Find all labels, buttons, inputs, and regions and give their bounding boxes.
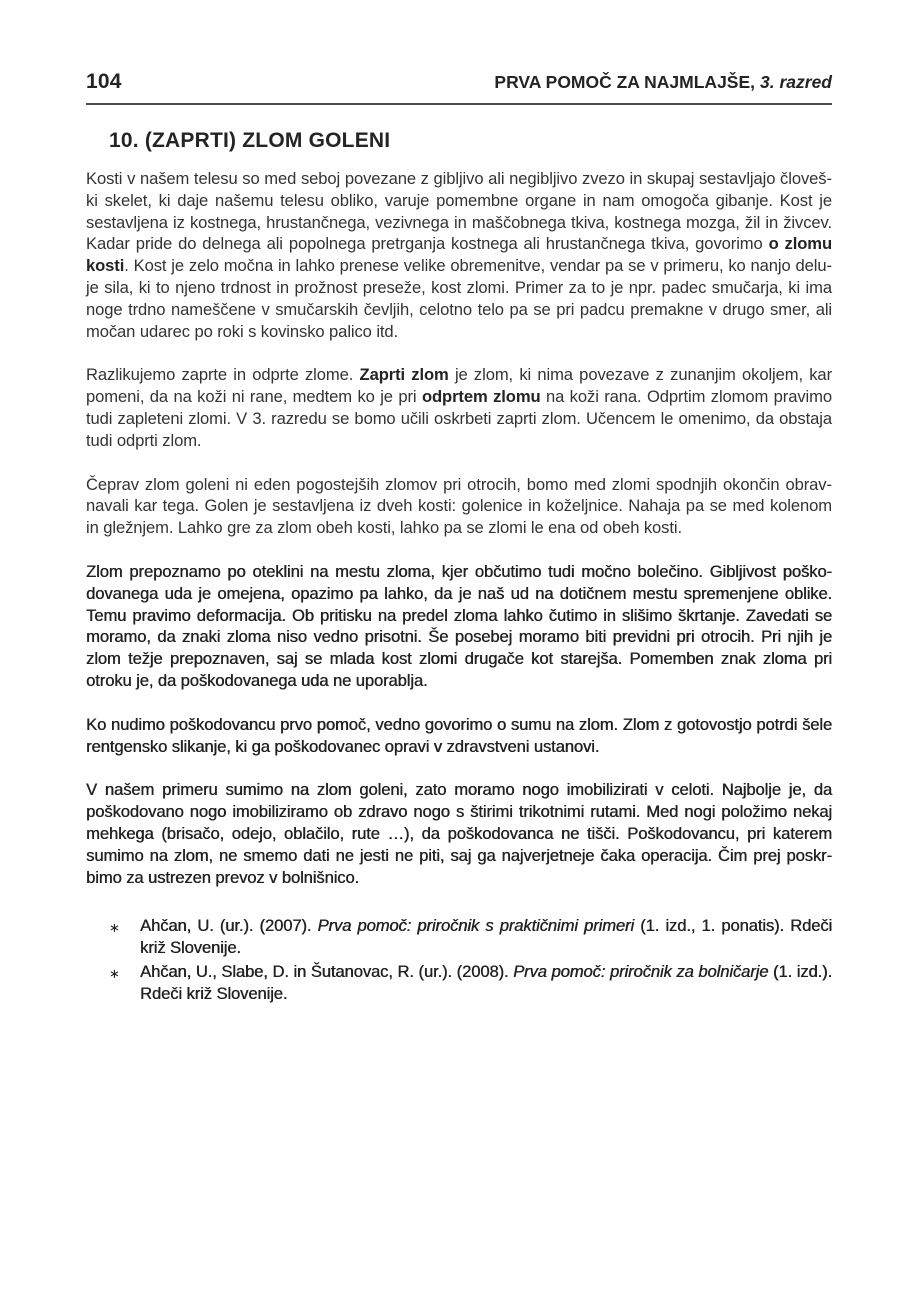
paragraph: [86, 168, 832, 342]
bold-text: odprtem zlomu: [421, 387, 541, 407]
references-list: [86, 915, 832, 1004]
text-run: V našem primeru sumimo na zlom goleni, zato moramo nogo imobilizirati v celoti. Najbolje je, da poškodovano nogo imobiliziramo ob zdravo nogo s štirimi trikotnimi rutami. Med nogi položimo nekaj mehkega (brisačo, odejo, oblačilo, rute …), da poškodovanca ne tišči. Poškodovancu, pri katerem sumimo na zlom, ne smemo dati ne jesti ne piti, saj ga najverjetneje čaka operacija. Čim prej poskrbimo za ustrezen prevoz v bolnišnico.: [86, 780, 832, 887]
text-run: Ko nudimo poškodovancu prvo pomoč, vedno govorimo o sumu na zlom. Zlom z gotovostjo potrdi šele rentgensko slikanje, ki ga poškodovanec opravi v zdravstveni ustanovi.: [86, 714, 832, 756]
text-run: Razlikujemo zaprte in odprte zlome.: [86, 365, 360, 385]
text-run: na koži rana. Odprtim zlomom pravimo tudi zapleteni zlomi. V 3. razredu se bomo učili oskrbeti zaprti zlom. Učencem le omenimo, da obstaja tudi odprti zlom.: [86, 387, 832, 450]
text-run: . Kost je zelo močna in lahko prenese velike obremenitve, vendar pa se v primeru, ko nanjo deluje sila, ki to njeno trdnost in prožnost preseže, kost zlomi. Primer za to je npr. padec smučarja, ki ima noge trdno nameščene v smučarskih čevljih, celotno telo pa se pri padcu premakne v drugo smer, ali močan udarec po roki s kovinsko palico itd.: [86, 256, 832, 341]
text-run: Kosti v našem telesu so med seboj povezane z gibljivo ali negibljivo zvezo in skupaj sestavljajo človeški skelet, ki daje našemu telesu obliko, varuje pomembne organe in nam omogoča gibanje. Kost je sestavljena iz kostnega, hrustančnega, vezivnega in maščobnega tkiva, kostnega mozga, žil in živcev. Kadar pride do delnega ali popolnega pretrganja kostnega ali hrustančnega tkiva, govorimo: [86, 169, 832, 254]
paragraph: [86, 474, 832, 539]
text-run: Čeprav zlom goleni ni eden pogostejših zlomov pri otrocih, bomo med zlomi spodnjih okončin obravnavali kar tega. Golen je sestavljena iz dveh kosti: golenice in koželjnice. Nahaja pa se med kolenom in gležnjem. Lahko gre za zlom obeh kosti, lahko pa se zlomi le ena od obeh kosti.: [86, 474, 832, 538]
book-title: PRVA POMOČ ZA NAJMLAJŠE,: [494, 72, 756, 92]
asterisk-bullet-icon: ∗: [109, 965, 120, 981]
italic-text: Prva pomoč: priročnik za bolničarje: [513, 961, 769, 981]
reference-item: [109, 961, 832, 1005]
running-title: [494, 72, 832, 93]
paragraph: [86, 779, 832, 888]
reference-text: [140, 915, 832, 959]
bold-text: o zlomu kosti: [86, 234, 832, 276]
header-divider: [86, 103, 832, 105]
asterisk-bullet-icon: ∗: [109, 920, 120, 936]
text-run: Ahčan, U., Slabe, D. in Šutanovac, R. (ur.). (2008).: [140, 961, 514, 981]
page-header: [86, 70, 832, 94]
italic-text: Prva pomoč: priročnik s praktičnimi primeri: [317, 916, 634, 936]
text-run: Zlom prepoznamo po oteklini na mestu zloma, kjer občutimo tudi močno bolečino. Gibljivost poškodovanega uda je omejena, opazimo pa lahko, da je naš ud na dotičnem mestu spremenjene oblike. Temu pravimo deformacija. Ob pritisku na predel zloma lahko čutimo in slišimo škrtanje. Zavedati se moramo, da znaki zloma niso vedno prisotni. Še posebej moramo biti previdni pri otrocih. Pri njih je zlom težje prepoznaven, saj se mlada kost zlomi drugače kot starejša. Pomemben znak zloma pri otroku je, da poškodovanega uda ne uporablja.: [86, 561, 832, 690]
reference-text: [140, 961, 832, 1005]
paragraph: [86, 561, 832, 692]
reference-item: [109, 915, 832, 959]
page-number: 104: [86, 70, 122, 93]
text-run: (1. izd.). Rdeči križ Slovenije.: [140, 961, 832, 1003]
body-content: [86, 168, 832, 888]
text-run: je zlom, ki nima povezave z zunanjim okoljem, kar pomeni, da na koži ni rane, medtem ko je pri: [86, 365, 832, 407]
text-run: Ahčan, U. (ur.). (2007).: [140, 916, 318, 936]
text-run: (1. izd., 1. ponatis). Rdeči križ Slovenije.: [140, 916, 833, 958]
paragraph: [86, 364, 832, 451]
grade-label: 3. razred: [760, 72, 832, 92]
paragraph: [86, 714, 832, 758]
bold-text: Zaprti zlom: [359, 365, 449, 385]
section-title: 10. (ZAPRTI) ZLOM GOLENI: [109, 129, 391, 152]
